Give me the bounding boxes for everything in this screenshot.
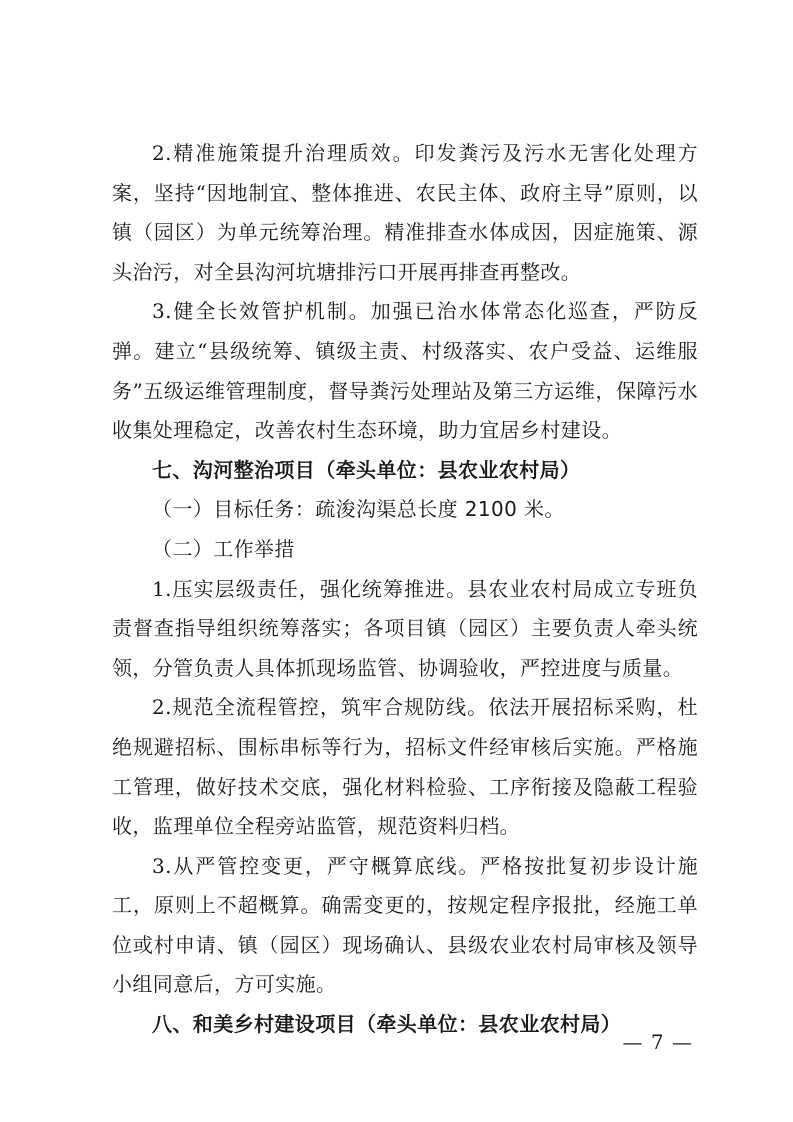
document-body (112, 134, 698, 1045)
paragraph-2-process-control: 2.规范全流程管控，筑牢合规防线。依法开展招标采购，杜绝规避招标、围标串标等行为，招标文件经审核后实施。严格施工管理，做好技术交底，强化材料检验、工序衔接及隐蔽工程验收，监理单位全程旁站监管，规范资料归档。 (112, 695, 698, 839)
paragraph-3-change-control: 3.从严管控变更，严守概算底线。严格按批复初步设计施工，原则上不超概算。确需变更的，按规定程序报批，经施工单位或村申请、镇（园区）现场确认、县级农业农村局审核及领导小组同意后，方可实施。 (112, 853, 698, 997)
page-number: — 7 — (622, 1030, 693, 1054)
section-heading-7: 七、沟河整治项目（牵头单位：县农业农村局） (152, 457, 581, 482)
paragraph-2-precise-measures: 2.精准施策提升治理质效。印发粪污及污水无害化处理方案，坚持“因地制宜、整体推进、农民主体、政府主导”原则，以镇（园区）为单元统筹治理。精准排查水体成因，因症施策、源头治污，对全县沟河坑塘排污口开展再排查再整改。 (112, 141, 698, 284)
paragraph-1-responsibility: 1.压实层级责任，强化统筹推进。县农业农村局成立专班负责督查指导组织统筹落实；各项目镇（园区）主要负责人牵头统领，分管负责人具体抓现场监管、协调验收，严控进度与质量。 (112, 576, 698, 680)
subheading-work-measures: （二）工作举措 (152, 536, 295, 561)
paragraph-3-long-term-mechanism: 3.健全长效管护机制。加强已治水体常态化巡查，严防反弹。建立“县级统筹、镇级主责、村级落实、农户受益、运维服务”五级运维管理制度，督导粪污处理站及第三方运维，保障污水收集处理稳定，改善农村生态环境，助力宜居乡村建设。 (112, 299, 698, 443)
subheading-target-task: （一）目标任务：疏浚沟渠总长度 2100 米。 (152, 497, 565, 522)
section-heading-8: 八、和美乡村建设项目（牵头单位：县农业农村局） (152, 1012, 622, 1037)
